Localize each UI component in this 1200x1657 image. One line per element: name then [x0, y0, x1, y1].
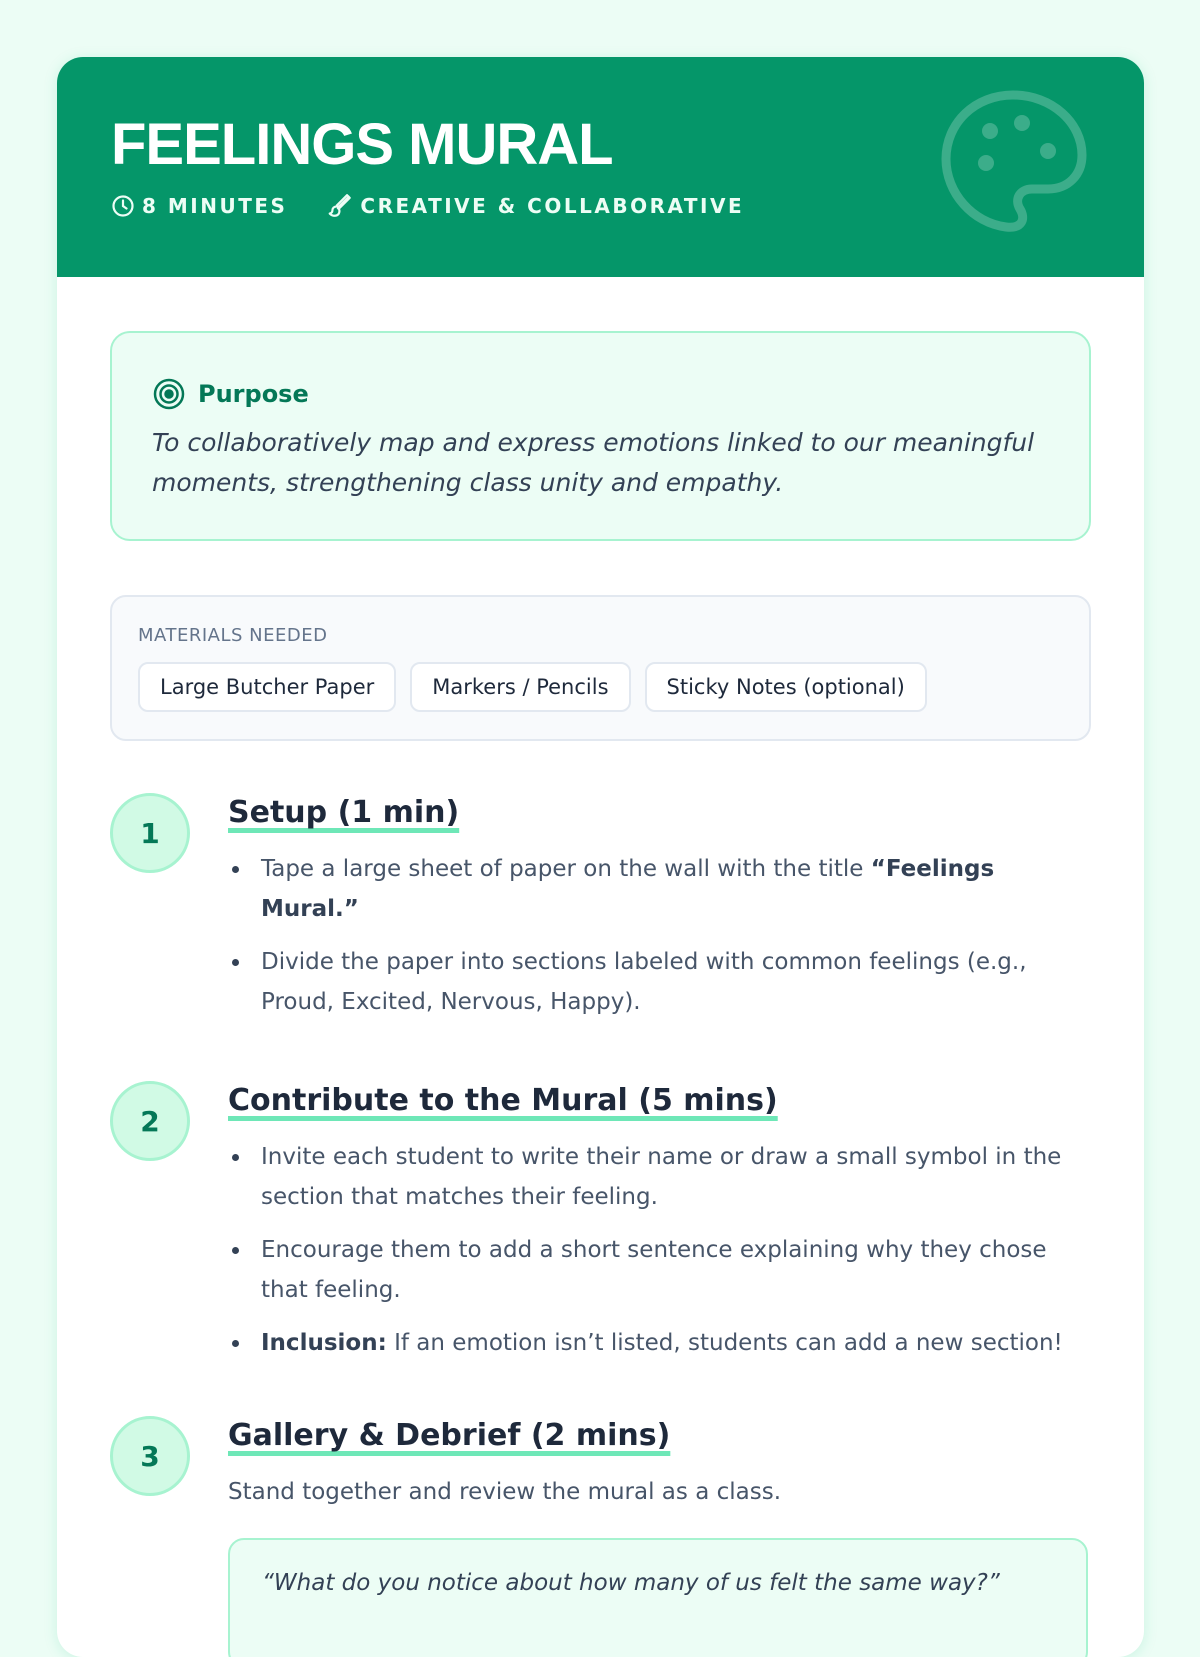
brush-icon — [327, 193, 353, 219]
step-1 — [110, 793, 1091, 1035]
step-bullets — [228, 1137, 1088, 1363]
category-tag — [327, 193, 744, 219]
card-header — [57, 57, 1144, 277]
bullet-item: Encourage them to add a short sentence explaining why they chose that feeling. — [228, 1230, 1088, 1310]
duration-tag — [111, 194, 287, 218]
step-number: 1 — [110, 793, 190, 873]
bullet-item: Tape a large sheet of paper on the wall with the title “Feelings Mural.” — [228, 849, 1088, 929]
debrief-quote: “What do you notice about how many of us felt the same way?” — [228, 1538, 1088, 1657]
material-chip: Markers / Pencils — [410, 662, 630, 712]
step-number: 2 — [110, 1081, 190, 1161]
duration-text: 8 MINUTES — [142, 194, 288, 218]
bullet-item: Invite each student to write their name or draw a small symbol in the section that matches their feeling. — [228, 1137, 1088, 1217]
purpose-box — [110, 331, 1091, 541]
material-chip: Sticky Notes (optional) — [645, 662, 927, 712]
step-content — [228, 793, 1088, 1035]
materials-label: MATERIALS NEEDED — [138, 625, 328, 646]
step-title: Setup (1 min) — [228, 795, 460, 830]
materials-box — [110, 595, 1091, 741]
step-number: 3 — [110, 1416, 190, 1496]
bullet-item: Divide the paper into sections labeled with common feelings (e.g., Proud, Excited, Nervous, Happy). — [228, 942, 1088, 1022]
step-3 — [110, 1416, 1091, 1657]
step-content — [228, 1081, 1088, 1376]
step-2 — [110, 1081, 1091, 1376]
clock-icon — [111, 194, 135, 218]
purpose-text: To collaboratively map and express emotions linked to our meaningful moments, strengthening class unity and empathy. — [152, 428, 1035, 497]
activity-title: FEELINGS MURAL — [111, 112, 613, 177]
palette-icon — [938, 87, 1088, 237]
bullet-item: Inclusion: If an emotion isn’t listed, students can add a new section! — [228, 1323, 1088, 1363]
step-title: Gallery & Debrief (2 mins) — [228, 1418, 671, 1453]
materials-list — [138, 662, 1063, 712]
activity-card — [57, 57, 1144, 1657]
purpose-heading — [152, 377, 1049, 411]
category-text: CREATIVE & COLLABORATIVE — [360, 194, 745, 218]
step-text: Stand together and review the mural as a class. — [228, 1479, 781, 1505]
step-title: Contribute to the Mural (5 mins) — [228, 1083, 778, 1118]
material-chip: Large Butcher Paper — [138, 662, 396, 712]
purpose-label: Purpose — [198, 380, 309, 408]
card-body — [57, 277, 1144, 1657]
target-icon — [152, 377, 186, 411]
step-content — [228, 1416, 1088, 1657]
step-bullets — [228, 849, 1088, 1022]
